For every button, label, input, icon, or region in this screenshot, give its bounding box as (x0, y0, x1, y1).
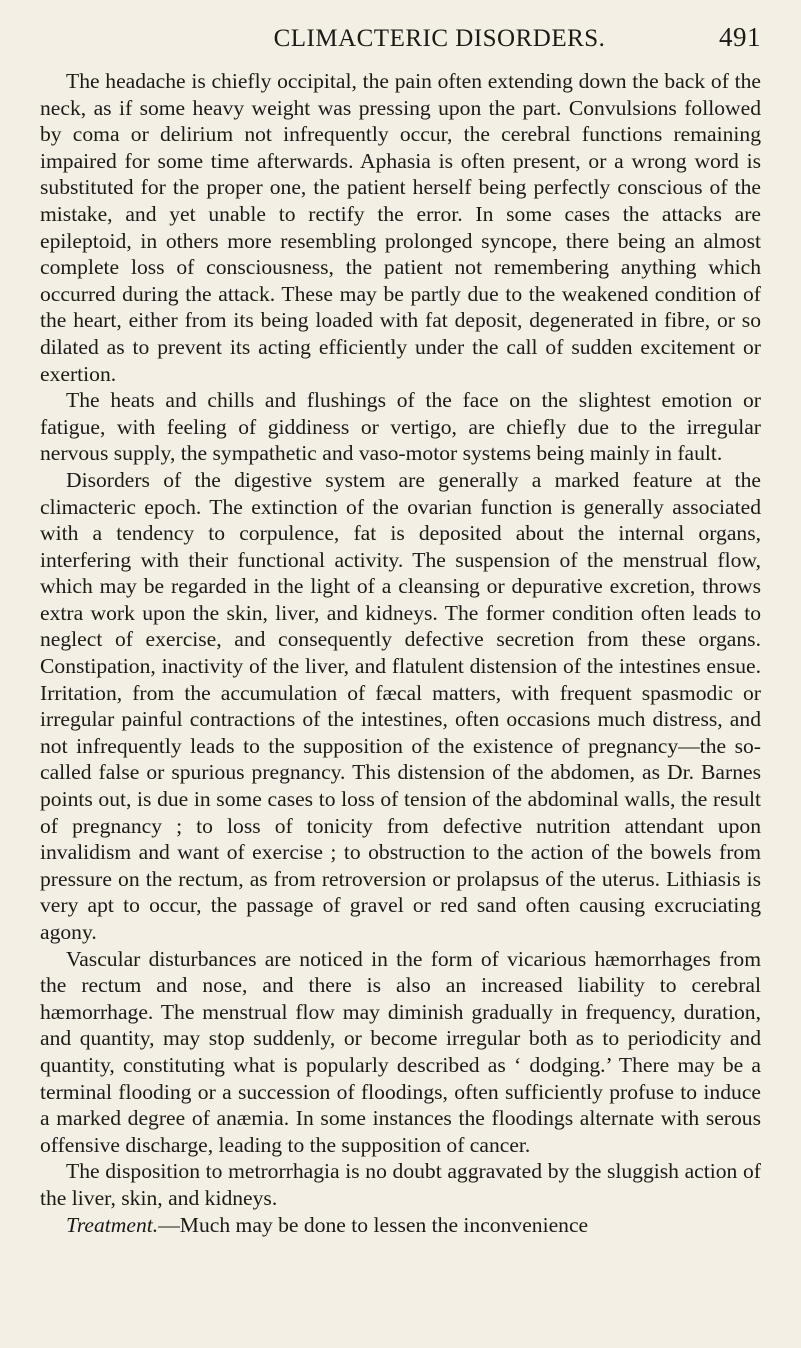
paragraph-digestive-disorders: Disorders of the digestive system are generally a marked feature at the climacteric epoch. The extinction of the ovarian function is generally associated with a tendency to corpulence, fat is deposited about the internal organs, interfering with their functional activity. The suspension of the menstrual flow, which may be regarded in the light of a cleansing or depurative excretion, throws extra work upon the skin, liver, and kidneys. The former condition often leads to neglect of exercise, and consequently defective secretion from these organs. Constipation, inactivity of the liver, and flatulent distension of the intestines ensue. Irritation, from the accumulation of fæcal matters, with frequent spasmodic or irregular painful contractions of the intestines, often occasions much distress, and not infrequently leads to the supposition of the existence of pregnancy—the so-called false or spurious pregnancy. This distension of the abdomen, as Dr. Barnes points out, is due in some cases to loss of tension of the abdominal walls, the result of pregnancy ; to loss of tonicity from defective nutrition attendant upon invalidism and want of exercise ; to obstruction to the action of the bowels from pressure on the rectum, as from retroversion or prolapsus of the uterus. Lithiasis is very apt to occur, the passage of gravel or red sand often causing excruciating agony. (40, 467, 761, 944)
treatment-text: —Much may be done to lessen the inconvenience (158, 1212, 589, 1237)
paragraph-metrorrhagia: The disposition to metrorrhagia is no doubt aggravated by the sluggish action of the liver, skin, and kidneys. (40, 1159, 761, 1210)
running-head: CLIMACTERIC DISORDERS. (273, 25, 606, 52)
paragraph-headache: The headache is chiefly occipital, the pain often extending down the back of the neck, as if some heavy weight was pressing upon the part. Convulsions followed by coma or delirium not infrequently occur, the cerebral functions remaining impaired for some time afterwards. Aphasia is often present, or a wrong word is substituted for the proper one, the patient herself being perfectly conscious of the mistake, and yet unable to rectify the error. In some cases the attacks are epileptoid, in others more resembling prolonged syncope, there being an almost complete loss of consciousness, the patient not remembering anything which occurred during the attack. These may be partly due to the weakened condition of the heart, either from its being loaded with fat deposit, degenerated in fibre, or so dilated as to prevent its acting efficiently under the call of sudden excitement or exertion. (40, 69, 761, 386)
page-header (40, 22, 761, 64)
paragraph-vascular-disturbances: Vascular disturbances are noticed in the form of vicarious hæmorrhages from the rectum and nose, and there is also an increased liability to cerebral hæmorrhage. The menstrual flow may diminish gradually in frequency, duration, and quantity, may stop suddenly, or become irregular both as to periodicity and quantity, constituting what is popularly described as ‘ dodging.’ There may be a terminal flooding or a succession of floodings, often sufficiently profuse to induce a marked degree of anæmia. In some instances the floodings alternate with serous offensive discharge, leading to the supposition of cancer. (40, 946, 761, 1157)
page-number: 491 (719, 22, 761, 52)
paragraph-treatment (40, 1212, 761, 1239)
body-text (40, 68, 761, 1238)
treatment-heading: Treatment. (66, 1212, 159, 1237)
paragraph-heats-chills: The heats and chills and flushings of the face on the slightest emotion or fatigue, with feeling of giddiness or vertigo, are chiefly due to the irregular nervous supply, the sympathetic and vaso-motor systems being mainly in fault. (40, 388, 761, 466)
